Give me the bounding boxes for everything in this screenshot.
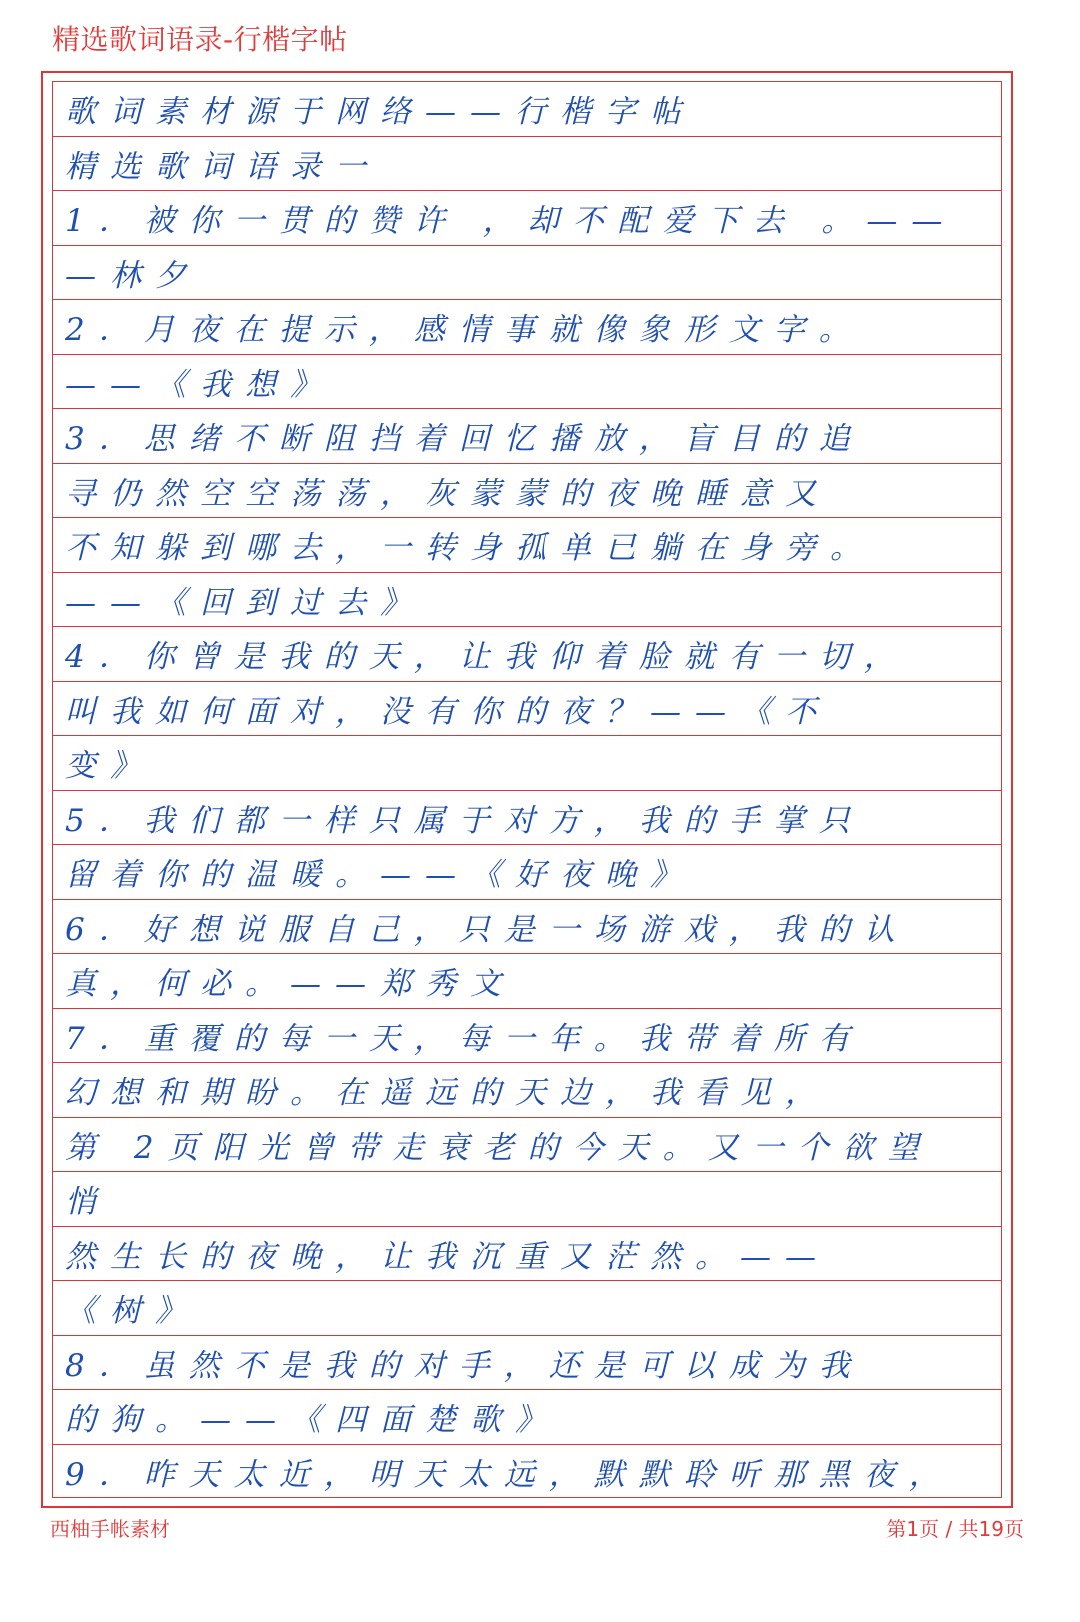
ruled-line bbox=[53, 900, 1001, 955]
line-text: 7．重覆的每一天，每一年。我带着所有 bbox=[65, 1020, 864, 1057]
line-text: ——《我想》 bbox=[65, 366, 335, 403]
line-text: 4．你曾是我的天，让我仰着脸就有一切， bbox=[65, 639, 909, 676]
outer-frame bbox=[41, 71, 1013, 1508]
ruled-line bbox=[53, 1118, 1001, 1173]
ruled-line bbox=[53, 137, 1001, 192]
ruled-line bbox=[53, 246, 1001, 301]
ruled-line bbox=[53, 954, 1001, 1009]
ruled-line bbox=[53, 791, 1001, 846]
line-text: 真，何必。——郑秀文 bbox=[65, 966, 515, 1003]
ruled-line bbox=[53, 300, 1001, 355]
line-text: 悄 bbox=[65, 1184, 110, 1221]
line-text: 留着你的温暖。——《好夜晚》 bbox=[65, 857, 695, 894]
line-text: 歌词素材源于网络——行楷字帖 bbox=[65, 94, 695, 131]
ruled-line bbox=[53, 845, 1001, 900]
ruled-line bbox=[53, 518, 1001, 573]
ruled-line bbox=[53, 464, 1001, 519]
line-text: 5．我们都一样只属于对方，我的手掌只 bbox=[65, 802, 864, 839]
ruled-line bbox=[53, 191, 1001, 246]
line-text: 第 2页阳光曾带走衰老的今天。又一个欲望 bbox=[65, 1129, 933, 1166]
ruled-line bbox=[53, 573, 1001, 628]
line-text: 1．被你一贯的赞许 ，却不配爱下去 。—— bbox=[65, 203, 957, 240]
ruled-line bbox=[53, 1009, 1001, 1064]
line-text: ——《回到过去》 bbox=[65, 584, 425, 621]
line-text: 的狗。——《四面楚歌》 bbox=[65, 1402, 560, 1439]
line-text: 3．思绪不断阻挡着回忆播放，盲目的追 bbox=[65, 421, 864, 458]
ruled-line bbox=[53, 1172, 1001, 1227]
ruled-line bbox=[53, 1445, 1001, 1500]
line-text: 不知躲到哪去，一转身孤单已躺在身旁。 bbox=[65, 530, 875, 567]
ruled-line bbox=[53, 1227, 1001, 1282]
ruled-line bbox=[53, 1063, 1001, 1118]
line-text: 2．月夜在提示，感情事就像象形文字。 bbox=[65, 312, 864, 349]
line-text: 《树》 bbox=[65, 1293, 200, 1330]
line-text: 叫我如何面对，没有你的夜？——《不 bbox=[65, 693, 830, 730]
footer-source: 西柚手帐素材 bbox=[50, 1517, 170, 1541]
line-text: 9．昨天太近，明天太远，默默聆听那黑夜， bbox=[65, 1457, 954, 1494]
line-text: 寻仍然空空荡荡，灰蒙蒙的夜晚睡意又 bbox=[65, 475, 830, 512]
line-text: 变》 bbox=[65, 748, 155, 785]
ruled-line bbox=[53, 1336, 1001, 1391]
line-text: 然生长的夜晚，让我沉重又茫然。—— bbox=[65, 1238, 830, 1275]
page-title: 精选歌词语录-行楷字帖 bbox=[52, 23, 348, 56]
line-text: 6．好想说服自己，只是一场游戏，我的认 bbox=[65, 911, 909, 948]
ruled-line bbox=[53, 682, 1001, 737]
line-text: 8．虽然不是我的对手，还是可以成为我 bbox=[65, 1347, 864, 1384]
ruled-line bbox=[53, 82, 1001, 137]
ruled-line bbox=[53, 627, 1001, 682]
page-indicator: 第1页 / 共19页 bbox=[886, 1517, 1024, 1541]
ruled-line bbox=[53, 409, 1001, 464]
ruled-line bbox=[53, 355, 1001, 410]
ruled-line bbox=[53, 736, 1001, 791]
ruled-writing-area bbox=[52, 81, 1002, 1498]
line-text: —林夕 bbox=[65, 257, 200, 294]
ruled-line bbox=[53, 1281, 1001, 1336]
line-text: 幻想和期盼。在遥远的天边，我看见， bbox=[65, 1075, 830, 1112]
ruled-line bbox=[53, 1390, 1001, 1445]
line-text: 精选歌词语录一 bbox=[65, 148, 380, 185]
